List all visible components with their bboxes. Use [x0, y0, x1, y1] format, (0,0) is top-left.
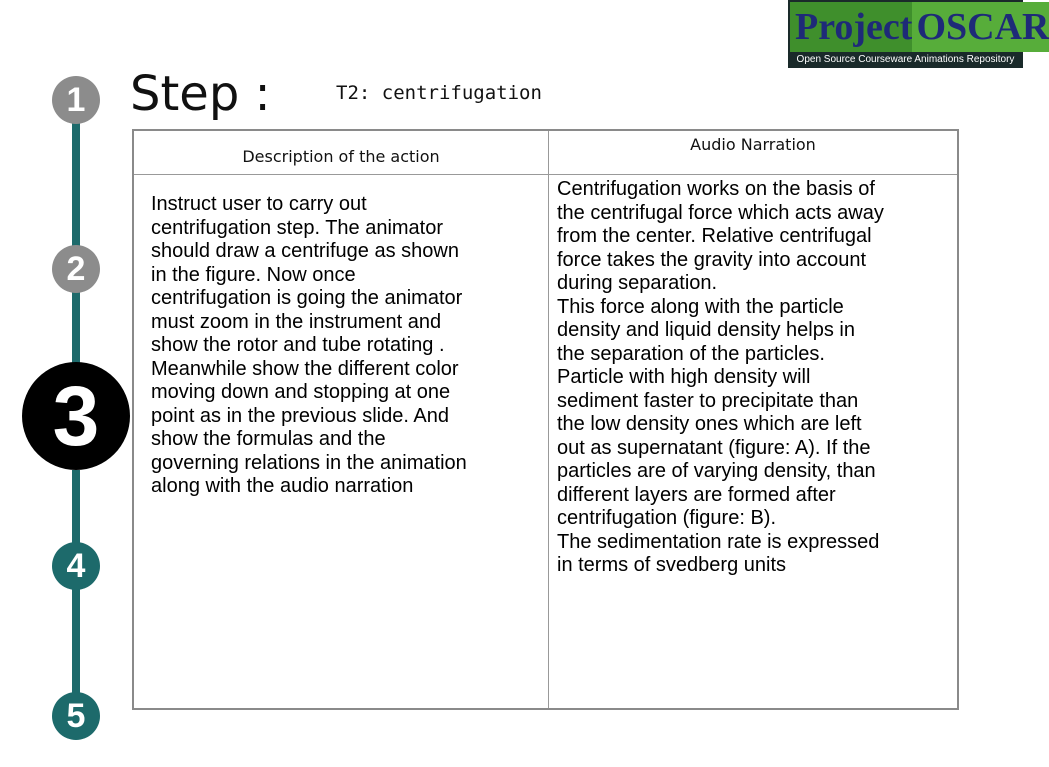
step-1-circle[interactable]: 1 [52, 76, 100, 124]
step-4-circle[interactable]: 4 [52, 542, 100, 590]
step-5-circle[interactable]: 5 [52, 692, 100, 740]
storyboard-table [132, 129, 959, 710]
page-title: Step : [130, 66, 271, 122]
column-divider [548, 131, 549, 708]
step-3-circle-current[interactable]: 3 [22, 362, 130, 470]
step-line-lower [72, 470, 80, 710]
header-description: Description of the action [242, 147, 440, 166]
narration-cell: Centrifugation works on the basis of the centrifugal force which acts away from the center. Relative centrifugal force takes the gravity into account during separation. This force along with the particle density and liquid density helps in the separation of the particles. Particle with high density will sediment faster to precipitate than the low density ones which are left out as supernatant (figure: A). If the particles are of varying density, than different layers are formed after centrifugation (figure: B). The sedimentation rate is expressed in terms of svedberg units [557, 178, 884, 576]
description-cell: Instruct user to carry out centrifugation step. The animator should draw a centrifuge as shown in the figure. Now once centrifugation is going the animator must zoom in the instrument and show the rotor and tube rotating . Meanwhile show the different color moving down and stopping at one point as in the previous slide. And show the formulas and the governing relations in the animation along with the audio narration [151, 193, 467, 497]
logo-word-oscar: OSCAR [912, 2, 1049, 52]
header-divider [134, 174, 957, 175]
step-2-circle[interactable]: 2 [52, 245, 100, 293]
page-subtitle: T2: centrifugation [336, 82, 542, 104]
header-audio-narration: Audio Narration [690, 135, 816, 154]
logo-tagline: Open Source Courseware Animations Repository [790, 53, 1021, 66]
logo-word-project: Project [790, 2, 912, 52]
project-oscar-logo [788, 0, 1049, 68]
